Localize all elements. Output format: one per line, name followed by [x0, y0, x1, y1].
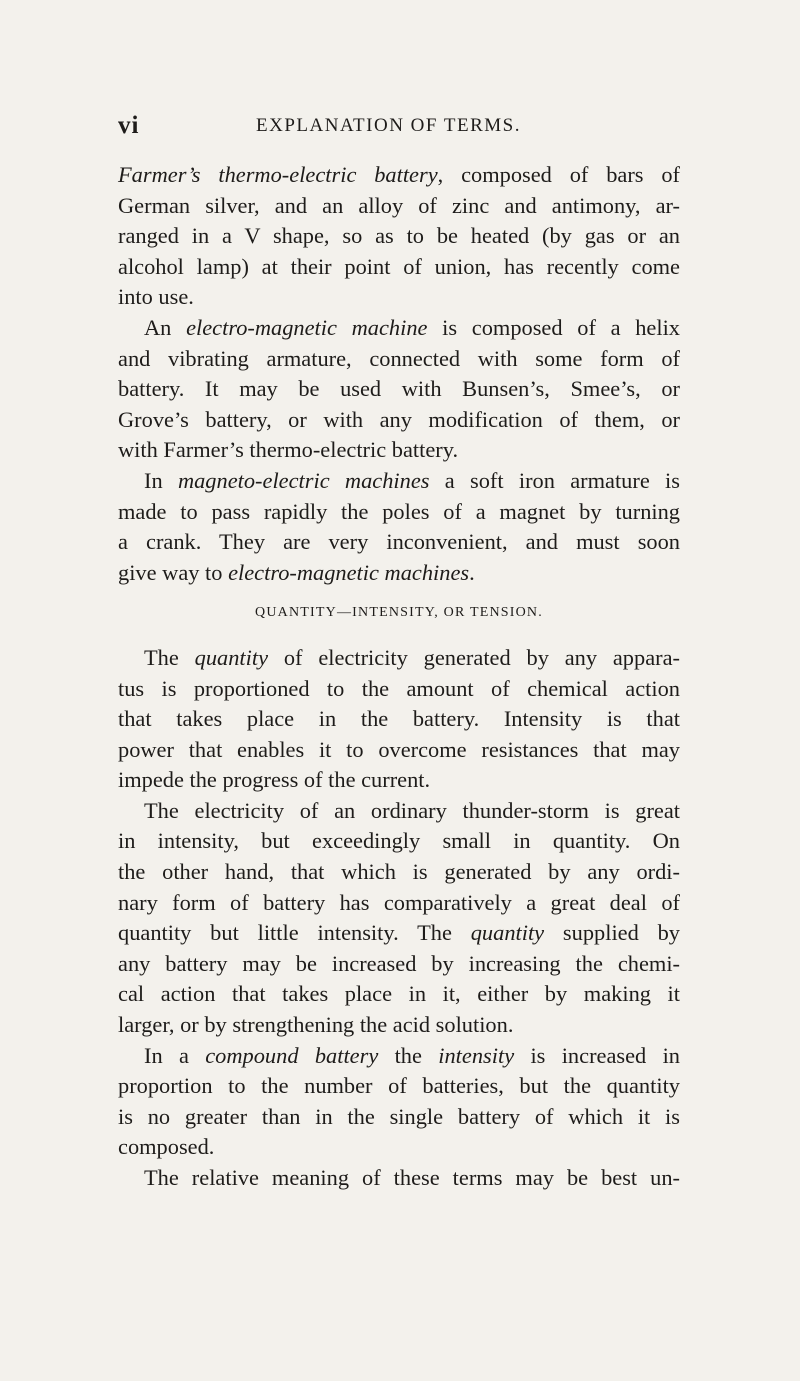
running-head: EXPLANATION OF TERMS. [256, 115, 521, 136]
term-intensity: intensity [438, 1042, 515, 1068]
line-text: is composed of a helix [427, 314, 680, 340]
line-text: a soft iron armature is [429, 467, 680, 493]
term-farmers-battery: Farmer’s thermo-electric battery [118, 162, 438, 187]
paragraph-farmers-battery [118, 160, 680, 313]
line-text: In a [144, 1042, 206, 1068]
text-line: The electricity of an ordinary thunder-storm is great [144, 797, 680, 823]
text-line: alcohol lamp) at their point of union, has recently come [118, 253, 680, 279]
paragraph-magneto-electric-machines [118, 466, 680, 588]
paragraph-compound-battery [118, 1041, 680, 1163]
text-line: Grove’s battery, or with any modification of them, or [118, 406, 680, 432]
text-line [118, 918, 680, 949]
text-line: larger, or by strengthening the acid solution. [118, 1012, 514, 1038]
text-line: proportion to the number of batteries, but the quantity [118, 1073, 680, 1099]
term-compound-battery: compound battery [205, 1042, 379, 1068]
text-line [118, 558, 680, 589]
paragraph-electro-magnetic-machine [118, 313, 680, 466]
text-line: into use. [118, 284, 194, 310]
text-line: The relative meaning of these terms may be best un- [144, 1165, 680, 1190]
text-line: and vibrating armature, connected with some form of [118, 345, 680, 371]
term-quantity: quantity [194, 644, 269, 670]
page-number: vi [118, 112, 140, 139]
text-line: tus is proportioned to the amount of chemical action [118, 675, 680, 701]
text-line: impede the progress of the current. [118, 767, 431, 793]
text-line: the other hand, that which is generated by any ordi- [118, 859, 680, 885]
line-text: , composed of bars of [437, 162, 680, 187]
text-line: ranged in a V shape, so as to be heated (by gas or an [118, 223, 680, 249]
paragraph-thunder-storm [118, 796, 680, 1041]
paragraph-quantity-definition [118, 643, 680, 796]
text-line: German silver, and an alloy of zinc and antimony, ar- [118, 192, 680, 218]
text-line: that takes place in the battery. Intensity is that [118, 706, 680, 732]
text-line: any battery may be increased by increasing the chemi- [118, 950, 680, 976]
term-quantity: quantity [470, 920, 545, 946]
text-line: in intensity, but exceedingly small in quantity. On [118, 828, 680, 854]
text-line [118, 1041, 680, 1072]
line-text: give way to [118, 559, 229, 585]
text-line: power that enables it to overcome resistances that may [118, 736, 680, 762]
line-text: of electricity generated by any appara- [268, 644, 680, 670]
line-text: quantity but little intensity. The [118, 920, 471, 946]
line-text: An [144, 314, 187, 340]
page-header [118, 112, 678, 142]
line-text: In [144, 467, 178, 493]
text-line: cal action that takes place in it, either by making it [118, 981, 680, 1007]
text-line: battery. It may be used with Bunsen’s, Smee’s, or [118, 376, 680, 402]
text-line [118, 466, 680, 497]
line-text: . [469, 559, 475, 585]
text-line: with Farmer’s thermo-electric battery. [118, 437, 459, 463]
text-line: a crank. They are very inconvenient, and must soon [118, 529, 680, 555]
text-line: made to pass rapidly the poles of a magnet by turning [118, 498, 680, 524]
text-line [118, 160, 680, 191]
text-line: is no greater than in the single battery of which it is [118, 1103, 680, 1129]
line-text: is increased in [514, 1042, 680, 1068]
paragraph-relative-meaning [118, 1163, 680, 1194]
text-line [118, 643, 680, 674]
text-line: nary form of battery has comparatively a great deal of [118, 889, 680, 915]
term-electro-magnetic-machine: electro-magnetic machine [186, 314, 428, 340]
body-text [118, 160, 680, 1194]
text-line: composed. [118, 1134, 215, 1160]
term-electro-magnetic-machines: electro-magnetic machines [228, 559, 470, 585]
text-line [118, 313, 680, 344]
line-text: the [378, 1042, 439, 1068]
line-text: supplied by [544, 920, 680, 946]
line-text: The [144, 644, 195, 670]
term-magneto-electric-machines: magneto-electric machines [177, 467, 430, 493]
section-heading: QUANTITY—INTENSITY, OR TENSION. [255, 605, 543, 621]
